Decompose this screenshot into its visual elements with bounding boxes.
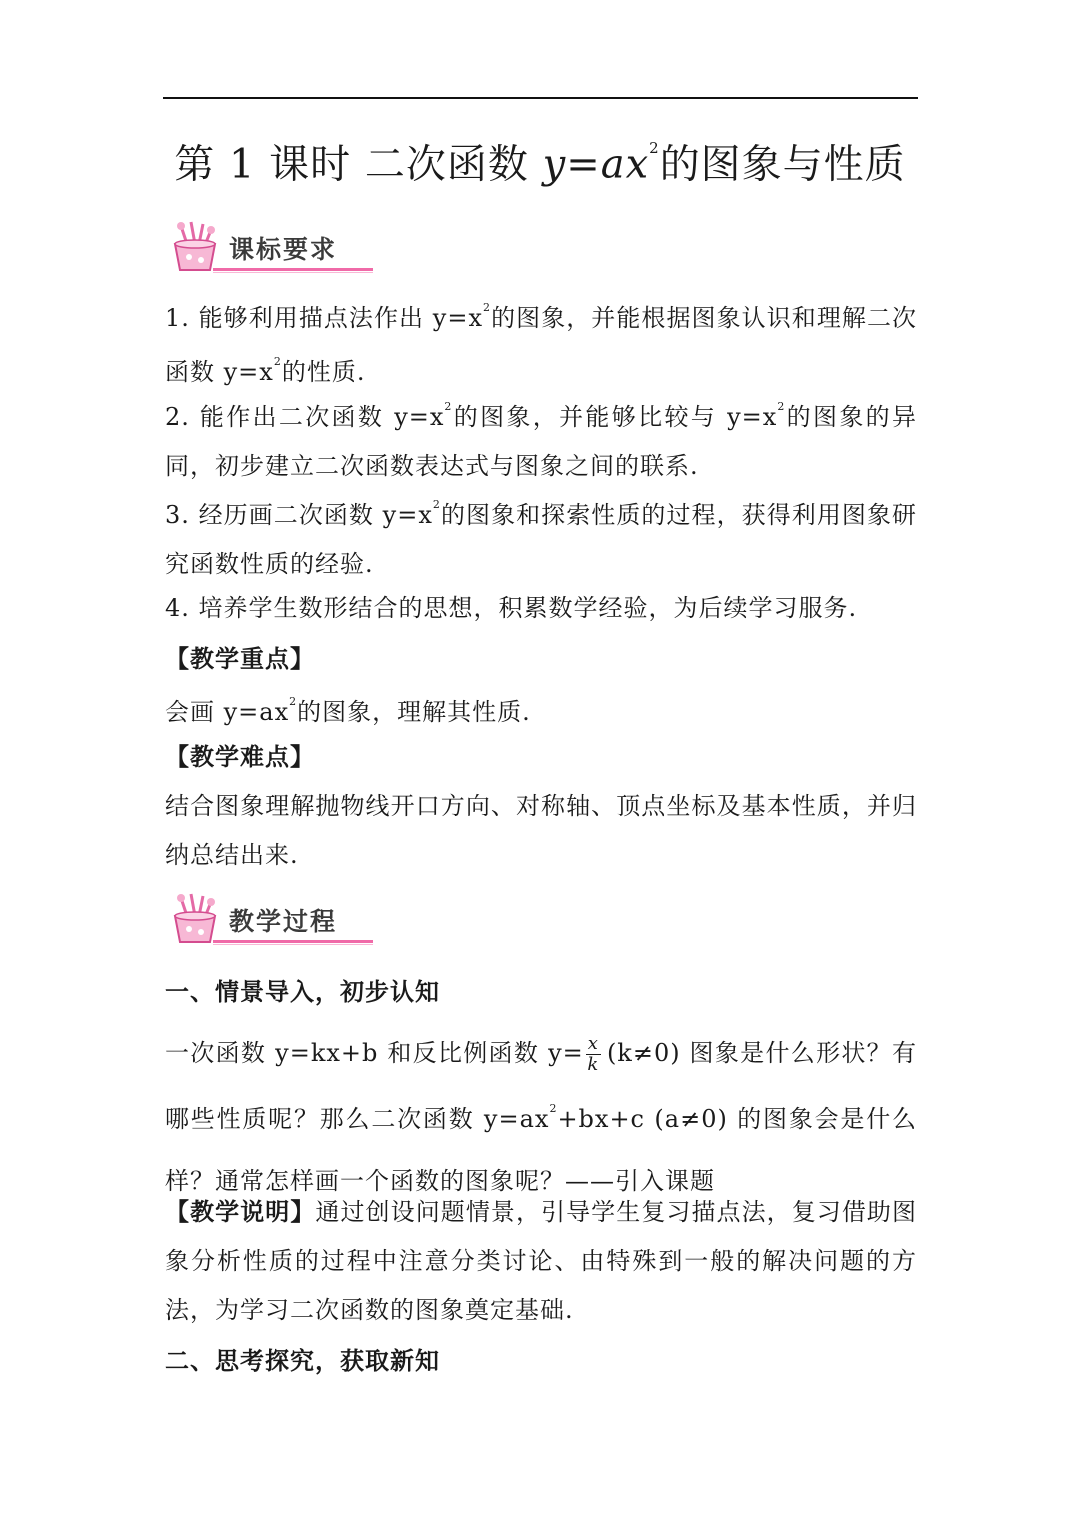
difficulty-heading: 【教学难点】 (165, 742, 315, 771)
badge-label: 课标要求 (229, 235, 338, 264)
requirement-item-4: 4. 培养学生数形结合的思想，积累数学经验，为后续学习服务. (165, 594, 858, 622)
teaching-explanation: 【教学说明】通过创设问题情景，引导学生复习描点法，复习借助图象分析性质的过程中注意分类讨论、由特殊到一般的解决问题的方法，为学习二次函数的图象奠定基础. (165, 1197, 918, 1324)
key-point-heading: 【教学重点】 (165, 644, 315, 673)
fraction-x-over-k: $\frac{x}{k}$ (587, 1033, 600, 1075)
requirement-item-1: 1. 能够利用描点法作出 $y=x^2$的图象，并能根据图象认识和理解二次函数 $y=x^2$的性质. (165, 301, 918, 386)
top-rule (163, 97, 918, 99)
difficulty-text: 结合图象理解抛物线开口方向、对称轴、顶点坐标及基本性质，并归纳总结出来. (165, 792, 917, 869)
badge-label: 教学过程 (229, 907, 338, 936)
page-title: 第 1 课时 二次函数 $y=ax^2$的图象与性质 (174, 139, 906, 188)
section-badge-standards (165, 220, 380, 280)
section-1-text: 一次函数 y=kx+b 和反比例函数 y= $\frac{x}{k}$ (k≠0) 图象是什么形状？有哪些性质呢？那么二次函数 $y=ax^2+bx+c$ (a≠0) 的图象会是什么样？通常怎样画一个函数的图象呢？——引入课题 (165, 1033, 918, 1195)
requirement-item-2: 2. 能作出二次函数 $y=x^2$的图象，并能够比较与 $y=x^2$的图象的异同，初步建立二次函数表达式与图象之间的联系. (165, 400, 918, 480)
section-badge-process (165, 892, 380, 952)
key-point-text: 会画 $y=ax^2$的图象，理解其性质. (165, 695, 531, 726)
section-1-heading: 一、情景导入，初步认知 (165, 977, 440, 1006)
requirement-item-3: 3. 经历画二次函数 $y=x^2$的图象和探索性质的过程，获得利用图象研究函数性质的经验. (165, 498, 918, 578)
section-2-heading: 二、思考探究，获取新知 (165, 1346, 440, 1375)
badge-underline (213, 268, 373, 271)
badge-underline (213, 940, 373, 943)
